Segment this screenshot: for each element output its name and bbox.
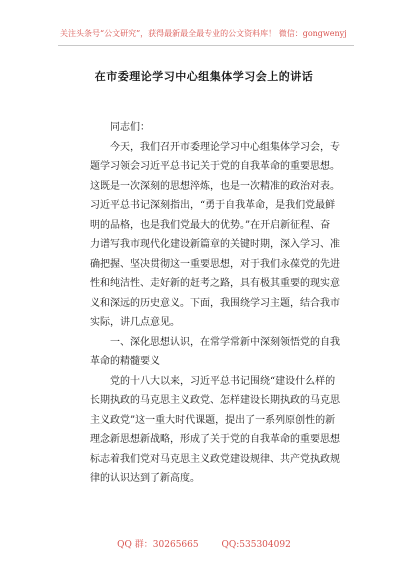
body-line: 力谱写我市现代化建设新篇章的关键时期，深入学习、准 (90, 239, 340, 250)
body-line: 题学习领会习近平总书记关于党的自我革命的重要思想。 (90, 161, 340, 172)
body-line: 性和纯洁性、走好新的赶考之路，具有极其重要的现实意 (90, 278, 340, 289)
document-title: 在市委理论学习中心组集体学习会上的讲话 (94, 70, 314, 83)
body-line: 实际，讲几点意见。 (90, 317, 180, 328)
footer-qq-group: QQ 群：30265665 (117, 540, 199, 550)
body-line: 一、深化思想认识，在常学常新中深刻领悟党的自我 (110, 336, 340, 348)
body-line: 明的品格，也是我们党最大的优势。”在开启新征程、奋 (90, 219, 331, 231)
body-line: 革命的精髓要义 (90, 356, 160, 367)
body-line: 律的认识达到了新高度。 (90, 473, 200, 484)
footer-qq-number: QQ:535304092 (221, 540, 291, 550)
body-line: 理念新思想新战略，形成了关于党的自我革命的重要思想 (90, 434, 340, 445)
body-line: 确把握、坚决贯彻这一重要思想，对于我们永葆党的先进 (90, 258, 340, 270)
footer-contact (0, 537, 408, 550)
body-line: 习近平总书记深刻指出，“勇于自我革命，是我们党最鲜 (90, 200, 336, 211)
body-line: 今天，我们召开市委理论学习中心组集体学习会，专 (110, 141, 340, 153)
body-line: 长期执政的马克思主义政党、怎样建设长期执政的马克思 (90, 395, 340, 406)
body-line: 义和深远的历史意义。下面，我围绕学习主题，结合我市 (90, 297, 340, 309)
body-line: 标志着我们党对马克思主义政党建设规律、共产党执政规 (90, 453, 340, 465)
body-line: 主义政党”这一重大时代课题，提出了一系列原创性的新 (90, 414, 336, 426)
body-line: 党的十八大以来，习近平总书记围绕“建设什么样的 (110, 375, 336, 387)
header-divider (58, 45, 354, 46)
document-body (90, 118, 352, 489)
body-line: 同志们： (110, 122, 150, 133)
header-banner: 关注头条号“公文研究”，获得最新最全最专业的公文资料库！ 微信：gongwenyj (60, 29, 347, 38)
body-line: 这既是一次深刻的思想淬炼，也是一次精准的政治对表。 (90, 180, 340, 192)
